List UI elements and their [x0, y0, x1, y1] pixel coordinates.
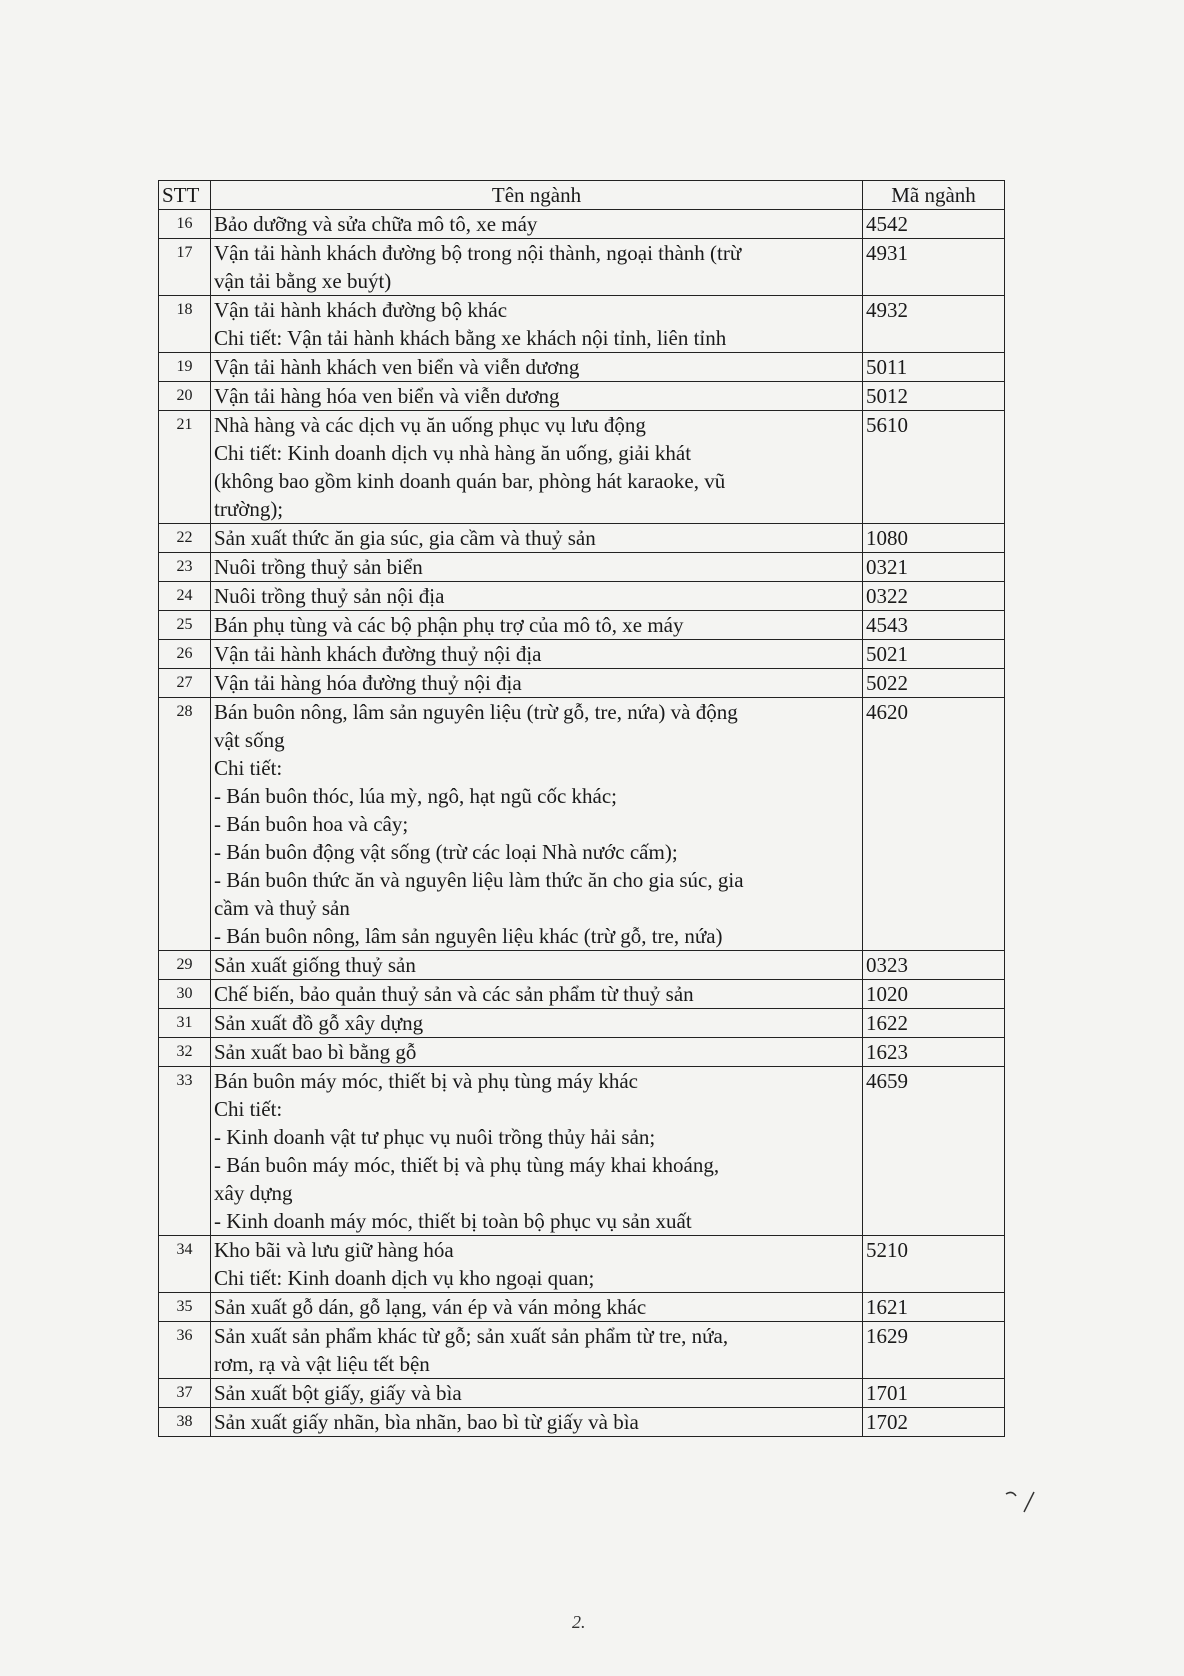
industry-code: 0321	[863, 553, 1005, 582]
row-number: 23	[159, 553, 211, 582]
industry-name-line: Sản xuất sản phẩm khác từ gỗ; sản xuất sản phẩm từ tre, nứa,	[214, 1324, 729, 1348]
industry-code: 1701	[863, 1379, 1005, 1408]
row-number: 20	[159, 382, 211, 411]
industry-name	[211, 1408, 863, 1437]
row-number: 22	[159, 524, 211, 553]
industry-name-line: Vận tải hành khách ven biển và viễn dương	[214, 355, 580, 379]
initials-mark-icon	[1004, 1488, 1038, 1522]
industry-name-line: - Bán buôn động vật sống (trừ các loại Nhà nước cấm);	[214, 840, 678, 864]
industry-code: 1080	[863, 524, 1005, 553]
header-name: Tên ngành	[211, 181, 863, 210]
industry-name-line: vật sống	[214, 728, 285, 752]
industry-name-line: (không bao gồm kinh doanh quán bar, phòng hát karaoke, vũ	[214, 469, 726, 493]
table-row	[159, 1322, 1005, 1379]
industry-code: 4542	[863, 210, 1005, 239]
table-row	[159, 1038, 1005, 1067]
industry-name	[211, 1067, 863, 1236]
row-number: 19	[159, 353, 211, 382]
row-number: 33	[159, 1067, 211, 1236]
industry-name-line: - Kinh doanh máy móc, thiết bị toàn bộ phục vụ sản xuất	[214, 1209, 692, 1233]
industry-code: 4659	[863, 1067, 1005, 1236]
industry-name	[211, 611, 863, 640]
row-number: 28	[159, 698, 211, 951]
industry-name	[211, 382, 863, 411]
table-row	[159, 1379, 1005, 1408]
industry-code: 5011	[863, 353, 1005, 382]
industry-name-line: - Kinh doanh vật tư phục vụ nuôi trồng thủy hải sản;	[214, 1125, 656, 1149]
industry-name	[211, 669, 863, 698]
industry-code: 0322	[863, 582, 1005, 611]
industry-name-line: Chế biến, bảo quản thuỷ sản và các sản phẩm từ thuỷ sản	[214, 982, 694, 1006]
industry-name	[211, 524, 863, 553]
table-row	[159, 669, 1005, 698]
industry-name-line: cầm và thuỷ sản	[214, 896, 350, 920]
industry-name-line: - Bán buôn thóc, lúa mỳ, ngô, hạt ngũ cốc khác;	[214, 784, 617, 808]
table-row	[159, 1009, 1005, 1038]
header-code: Mã ngành	[863, 181, 1005, 210]
table-row	[159, 296, 1005, 353]
row-number: 21	[159, 411, 211, 524]
industry-name	[211, 1379, 863, 1408]
industry-code: 4932	[863, 296, 1005, 353]
row-number: 37	[159, 1379, 211, 1408]
table-row	[159, 353, 1005, 382]
industry-name-line: trường);	[214, 497, 284, 521]
industry-name-line: Kho bãi và lưu giữ hàng hóa	[214, 1238, 454, 1262]
row-number: 25	[159, 611, 211, 640]
industry-name	[211, 640, 863, 669]
row-number: 38	[159, 1408, 211, 1437]
industry-name-line: Nuôi trồng thuỷ sản nội địa	[214, 584, 445, 608]
industry-name-line: Bán buôn nông, lâm sản nguyên liệu (trừ gỗ, tre, nứa) và động	[214, 700, 738, 724]
industry-name-line: - Bán buôn thức ăn và nguyên liệu làm thức ăn cho gia súc, gia	[214, 868, 744, 892]
row-number: 35	[159, 1293, 211, 1322]
row-number: 17	[159, 239, 211, 296]
industry-name	[211, 553, 863, 582]
industry-name	[211, 296, 863, 353]
table-row	[159, 411, 1005, 524]
industry-name-line: Sản xuất bột giấy, giấy và bìa	[214, 1381, 462, 1405]
table-row	[159, 582, 1005, 611]
industry-name-line: Bán phụ tùng và các bộ phận phụ trợ của mô tô, xe máy	[214, 613, 684, 637]
industry-name-line: Vận tải hành khách đường bộ trong nội thành, ngoại thành (trừ	[214, 241, 742, 265]
industry-name	[211, 1322, 863, 1379]
industry-name	[211, 210, 863, 239]
table-row	[159, 382, 1005, 411]
industry-code: 5022	[863, 669, 1005, 698]
industry-code: 4543	[863, 611, 1005, 640]
industry-name	[211, 698, 863, 951]
row-number: 36	[159, 1322, 211, 1379]
industry-name-line: Vận tải hành khách đường bộ khác	[214, 298, 508, 322]
industry-name-line: Nhà hàng và các dịch vụ ăn uống phục vụ lưu động	[214, 413, 646, 437]
industry-code: 1623	[863, 1038, 1005, 1067]
industry-code: 1702	[863, 1408, 1005, 1437]
row-number: 31	[159, 1009, 211, 1038]
table-row	[159, 1067, 1005, 1236]
industry-name-line: - Bán buôn nông, lâm sản nguyên liệu khác (trừ gỗ, tre, nứa)	[214, 924, 723, 948]
industry-name-line: Sản xuất giấy nhãn, bìa nhãn, bao bì từ giấy và bìa	[214, 1410, 639, 1434]
row-number: 29	[159, 951, 211, 980]
industry-name-line: Sản xuất giống thuỷ sản	[214, 953, 416, 977]
industry-name	[211, 951, 863, 980]
industry-name	[211, 353, 863, 382]
table-row	[159, 1293, 1005, 1322]
industry-name-line: xây dựng	[214, 1181, 293, 1205]
row-number: 34	[159, 1236, 211, 1293]
row-number: 18	[159, 296, 211, 353]
industry-name-line: Chi tiết: Kinh doanh dịch vụ kho ngoại quan;	[214, 1266, 595, 1290]
table-row	[159, 698, 1005, 951]
industry-name	[211, 1038, 863, 1067]
table-row	[159, 210, 1005, 239]
industry-name-line: Nuôi trồng thuỷ sản biển	[214, 555, 423, 579]
industry-name	[211, 980, 863, 1009]
table-header-row	[159, 181, 1005, 210]
industry-code: 0323	[863, 951, 1005, 980]
industry-code: 1020	[863, 980, 1005, 1009]
table-row	[159, 1236, 1005, 1293]
table-row	[159, 239, 1005, 296]
industry-name-line: rơm, rạ và vật liệu tết bện	[214, 1352, 430, 1376]
industry-code: 4931	[863, 239, 1005, 296]
industry-name-line: Sản xuất thức ăn gia súc, gia cầm và thuỷ sản	[214, 526, 596, 550]
industry-name-line: Vận tải hàng hóa ven biển và viễn dương	[214, 384, 560, 408]
industry-name-line: Vận tải hàng hóa đường thuỷ nội địa	[214, 671, 522, 695]
industry-code: 5021	[863, 640, 1005, 669]
industry-name-line: - Bán buôn hoa và cây;	[214, 812, 409, 836]
row-number: 27	[159, 669, 211, 698]
industry-name-line: Chi tiết:	[214, 756, 283, 780]
industry-name-line: - Bán buôn máy móc, thiết bị và phụ tùng máy khai khoáng,	[214, 1153, 720, 1177]
industry-name	[211, 1293, 863, 1322]
table-row	[159, 553, 1005, 582]
industry-name-line: Chi tiết:	[214, 1097, 283, 1121]
industry-name	[211, 1236, 863, 1293]
industry-name-line: Bảo dưỡng và sửa chữa mô tô, xe máy	[214, 212, 538, 236]
industry-name-line: Bán buôn máy móc, thiết bị và phụ tùng máy khác	[214, 1069, 638, 1093]
header-stt: STT	[159, 181, 211, 210]
row-number: 30	[159, 980, 211, 1009]
industry-name-line: Sản xuất bao bì bằng gỗ	[214, 1040, 417, 1064]
page-number: 2.	[572, 1612, 586, 1632]
industry-table	[158, 180, 1005, 1437]
industry-name-line: Chi tiết: Kinh doanh dịch vụ nhà hàng ăn uống, giải khát	[214, 441, 692, 465]
industry-code: 5012	[863, 382, 1005, 411]
industry-name-line: Chi tiết: Vận tải hành khách bằng xe khách nội tỉnh, liên tỉnh	[214, 326, 727, 350]
table-row	[159, 524, 1005, 553]
industry-code: 1621	[863, 1293, 1005, 1322]
industry-name-line: Sản xuất đồ gỗ xây dựng	[214, 1011, 424, 1035]
industry-name-line: Sản xuất gỗ dán, gỗ lạng, ván ép và ván mỏng khác	[214, 1295, 647, 1319]
industry-code: 5210	[863, 1236, 1005, 1293]
table-row	[159, 951, 1005, 980]
industry-code: 1622	[863, 1009, 1005, 1038]
table-row	[159, 611, 1005, 640]
industry-name-line: vận tải bằng xe buýt)	[214, 269, 392, 293]
industry-name	[211, 411, 863, 524]
industry-code: 4620	[863, 698, 1005, 951]
industry-code: 1629	[863, 1322, 1005, 1379]
industry-name	[211, 239, 863, 296]
industry-name-line: Vận tải hành khách đường thuỷ nội địa	[214, 642, 542, 666]
row-number: 26	[159, 640, 211, 669]
table-body	[159, 210, 1005, 1437]
industry-name	[211, 582, 863, 611]
table-row	[159, 1408, 1005, 1437]
industry-name	[211, 1009, 863, 1038]
row-number: 32	[159, 1038, 211, 1067]
table-row	[159, 640, 1005, 669]
row-number: 16	[159, 210, 211, 239]
industry-code: 5610	[863, 411, 1005, 524]
table-row	[159, 980, 1005, 1009]
row-number: 24	[159, 582, 211, 611]
